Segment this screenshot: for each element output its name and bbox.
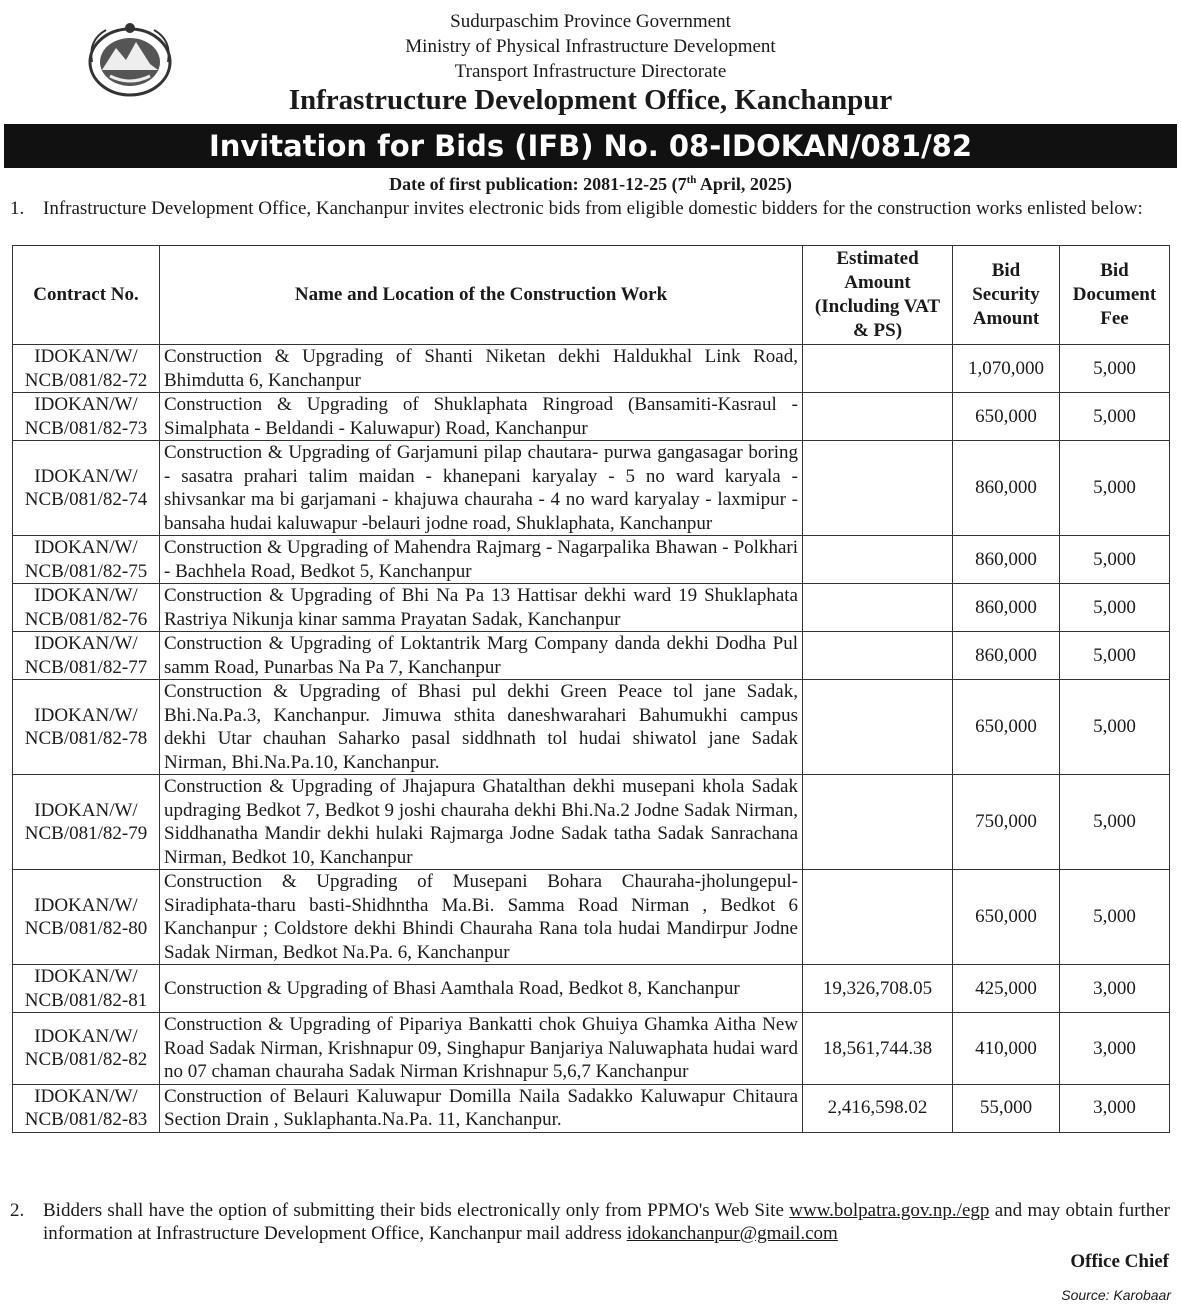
contract-no-part1: IDOKAN/W/ — [34, 799, 138, 821]
estimated-amount-cell — [803, 584, 953, 632]
bid-security-cell: 55,000 — [953, 1084, 1060, 1132]
contract-no-cell — [13, 345, 160, 393]
table-row — [13, 632, 1170, 680]
estimated-amount-cell — [803, 870, 953, 965]
document-fee-cell: 5,000 — [1060, 775, 1170, 870]
table-row — [13, 584, 1170, 632]
bid-security-cell: 650,000 — [953, 680, 1060, 775]
contract-no-part2: NCB/081/82-81 — [24, 989, 148, 1011]
contract-no-part2: NCB/081/82-72 — [24, 369, 148, 391]
work-name-cell: Construction & Upgrading of Bhasi Aamthala Road, Bedkot 8, Kanchanpur — [160, 965, 803, 1013]
contract-no-cell — [13, 632, 160, 680]
estimated-amount-cell: 2,416,598.02 — [803, 1084, 953, 1132]
contract-no-cell — [13, 680, 160, 775]
document-fee-cell: 3,000 — [1060, 965, 1170, 1013]
bid-security-cell: 1,070,000 — [953, 345, 1060, 393]
paragraph-number: 1. — [10, 198, 25, 219]
bids-table — [12, 245, 1170, 1133]
estimated-amount-cell — [803, 536, 953, 584]
signature-office-chief: Office Chief — [1070, 1251, 1169, 1272]
contract-no-cell — [13, 870, 160, 965]
ifb-title-banner: Invitation for Bids (IFB) No. 08-IDOKAN/081/82 — [4, 124, 1177, 168]
estimated-amount-cell — [803, 345, 953, 393]
estimated-amount-cell: 18,561,744.38 — [803, 1013, 953, 1085]
bid-security-cell: 650,000 — [953, 870, 1060, 965]
submission-text-pre: Bidders shall have the option of submitting their bids electronically only from PPMO's Web Site — [43, 1200, 790, 1221]
document-fee-cell: 5,000 — [1060, 536, 1170, 584]
work-name-cell: Construction & Upgrading of Loktantrik Marg Company danda dekhi Dodha Pul samm Road, Punarbas Na Pa 7, Kanchanpur — [160, 632, 803, 680]
document-fee-cell: 5,000 — [1060, 632, 1170, 680]
contract-no-part1: IDOKAN/W/ — [34, 1025, 138, 1047]
estimated-amount-cell — [803, 441, 953, 536]
bid-security-cell: 750,000 — [953, 775, 1060, 870]
bid-security-cell: 860,000 — [953, 584, 1060, 632]
contract-no-part2: NCB/081/82-74 — [24, 489, 148, 510]
document-fee-cell: 3,000 — [1060, 1084, 1170, 1132]
work-name-cell: Construction & Upgrading of Musepani Bohara Chauraha-jholungepul-Siradiphata-tharu basti-Shidhntha Ma.Bi. Samma Road Nirman , Bedkot 6 Kanchanpur ; Coldstore dekhi Bhindi Chauraha Rana tola hudai Mandirpur Jodne Sadak Nirman, Bedkot Na.Pa. 6, Kanchanpur — [160, 870, 803, 965]
contract-no-part1: IDOKAN/W/ — [34, 537, 138, 558]
work-name-cell: Construction & Upgrading of Bhi Na Pa 13 Hattisar dekhi ward 19 Shuklaphata Rastriya Nikunja kinar samma Prayatan Sadak, Kanchanpur — [160, 584, 803, 632]
contract-no-part2: NCB/081/82-82 — [24, 1049, 148, 1071]
header-contract-no: Contract No. — [13, 246, 160, 345]
office-name: Infrastructure Development Office, Kanchanpur — [288, 84, 893, 116]
work-name-cell: Construction & Upgrading of Garjamuni pilap chautara- purwa gangasagar boring - sasatra prahari talim maidan - khanepani karyalay - 5 no ward karyala - shivsankar ma bi garjamani - khajuwa chauraha - 4 no ward karyalay - laxmipur - bansaha hudai kaluwapur -belauri jodne road, Shuklaphata, Kanchanpur — [160, 441, 803, 536]
work-name-cell: Construction of Belauri Kaluwapur Domilla Naila Sadakko Kaluwapur Chitaura Section Drain , Suklaphanta.Na.Pa. 11, Kanchanpur. — [160, 1084, 803, 1132]
ministry-name: Ministry of Physical Infrastructure Development — [405, 36, 776, 57]
work-name-cell: Construction & Upgrading of Jhajapura Ghatalthan dekhi musepani khola Sadak updraging Bedkot 7, Bedkot 9 joshi chauraha dekhi Bhi.Na.2 Jodne Sadak Nirman, Siddhanatha Mandir dekhi hulaki Rajmarga Jodne Sadak tatha Sadak Sanrachana Nirman, Bedkot 10, Kanchanpur — [160, 775, 803, 870]
paragraph-number: 2. — [10, 1200, 25, 1221]
contract-no-cell — [13, 441, 160, 536]
publication-date-tail: April, 2025) — [696, 174, 792, 194]
intro-text: Infrastructure Development Office, Kanchanpur invites electronic bids from eligible domestic bidders for the construction works enlisted below: — [43, 198, 1143, 219]
document-fee-cell: 5,000 — [1060, 393, 1170, 441]
contract-no-part2: NCB/081/82-78 — [24, 728, 148, 749]
contract-no-part2: NCB/081/82-73 — [24, 417, 148, 439]
contract-no-cell — [13, 775, 160, 870]
bid-security-cell: 425,000 — [953, 965, 1060, 1013]
document-fee-cell: 5,000 — [1060, 584, 1170, 632]
submission-text — [43, 1199, 1170, 1245]
table-row — [13, 393, 1170, 441]
contract-no-cell — [13, 536, 160, 584]
document-fee-cell: 3,000 — [1060, 1013, 1170, 1085]
contract-no-cell — [13, 1084, 160, 1132]
table-row — [13, 680, 1170, 775]
contract-no-cell — [13, 584, 160, 632]
source-credit: Source: Karobaar — [1061, 1287, 1171, 1303]
contract-no-part1: IDOKAN/W/ — [34, 394, 138, 415]
publication-date — [0, 174, 1181, 195]
contract-no-part2: NCB/081/82-75 — [24, 560, 148, 582]
contract-no-part1: IDOKAN/W/ — [34, 585, 138, 606]
contract-no-part2: NCB/081/82-76 — [24, 608, 148, 630]
contract-no-part2: NCB/081/82-77 — [24, 656, 148, 678]
contract-no-part1: IDOKAN/W/ — [34, 704, 138, 726]
header-document-fee: Bid Document Fee — [1060, 246, 1170, 345]
intro-paragraph — [10, 197, 1170, 220]
contract-no-part1: IDOKAN/W/ — [34, 1085, 138, 1107]
work-name-cell: Construction & Upgrading of Shuklaphata Ringroad (Bansamiti-Kasraul - Simalphata - Beldandi - Kaluwapur) Road, Kanchanpur — [160, 393, 803, 441]
office-email-link[interactable]: idokanchanpur@gmail.com — [626, 1223, 838, 1244]
bid-security-cell: 860,000 — [953, 536, 1060, 584]
contract-no-part1: IDOKAN/W/ — [34, 633, 138, 654]
document-fee-cell: 5,000 — [1060, 870, 1170, 965]
bid-security-cell: 860,000 — [953, 632, 1060, 680]
work-name-cell: Construction & Upgrading of Bhasi pul dekhi Green Peace tol jane Sadak, Bhi.Na.Pa.3, Kanchanpur. Jimuwa sthita daneshwarahari Bahumukhi campus dekhi Utar chauhan Saharko pasal siddhnath tol hudai shiwatol jane Sadak Nirman, Bhi.Na.Pa.10, Kanchanpur. — [160, 680, 803, 775]
publication-date-label: Date of first publication: 2081-12-25 (7 — [389, 174, 687, 194]
estimated-amount-cell — [803, 775, 953, 870]
submission-text-mid: and may obtain further information at Infrastructure Development Office, Kanchanpur mail address — [43, 1200, 1170, 1244]
table-row — [13, 536, 1170, 584]
submission-paragraph — [10, 1199, 1170, 1245]
document-fee-cell: 5,000 — [1060, 441, 1170, 536]
work-name-cell: Construction & Upgrading of Mahendra Rajmarg - Nagarpalika Bhawan - Polkhari - Bachhela Road, Bedkot 5, Kanchanpur — [160, 536, 803, 584]
contract-no-part1: IDOKAN/W/ — [34, 966, 138, 987]
estimated-amount-cell: 19,326,708.05 — [803, 965, 953, 1013]
contract-no-cell — [13, 1013, 160, 1085]
bid-security-cell: 650,000 — [953, 393, 1060, 441]
estimated-amount-cell — [803, 680, 953, 775]
contract-no-cell — [13, 393, 160, 441]
table-row — [13, 775, 1170, 870]
document-fee-cell: 5,000 — [1060, 680, 1170, 775]
ppmo-website-link[interactable]: www.bolpatra.gov.np./egp — [789, 1200, 990, 1221]
header-estimated-amount: Estimated Amount (Including VAT & PS) — [803, 246, 953, 345]
table-row — [13, 345, 1170, 393]
contract-no-part2: NCB/081/82-80 — [24, 918, 148, 939]
contract-no-cell — [13, 965, 160, 1013]
table-row — [13, 1013, 1170, 1085]
work-name-cell: Construction & Upgrading of Shanti Niketan dekhi Haldukhal Link Road, Bhimdutta 6, Kanchanpur — [160, 345, 803, 393]
bid-security-cell: 410,000 — [953, 1013, 1060, 1085]
contract-no-part2: NCB/081/82-83 — [24, 1109, 148, 1130]
table-row — [13, 441, 1170, 536]
document-fee-cell: 5,000 — [1060, 345, 1170, 393]
header-work-name: Name and Location of the Construction Work — [160, 246, 803, 345]
notice-header — [0, 0, 1181, 120]
contract-no-part1: IDOKAN/W/ — [34, 465, 138, 487]
contract-no-part2: NCB/081/82-79 — [24, 823, 148, 844]
header-bid-security: Bid Security Amount — [953, 246, 1060, 345]
contract-no-part1: IDOKAN/W/ — [34, 894, 138, 916]
table-header-row — [13, 246, 1170, 345]
contract-no-part1: IDOKAN/W/ — [34, 346, 138, 367]
table-row — [13, 870, 1170, 965]
directorate-name: Transport Infrastructure Directorate — [454, 61, 727, 82]
work-name-cell: Construction & Upgrading of Pipariya Bankatti chok Ghuiya Ghamka Aitha New Road Sadak Nirman, Krishnapur 09, Singhapur Banjariya Naluwaphata hudai ward no 07 chaman chauraha Sadak Nirman Krishnapur 5,6,7 Kanchanpur — [160, 1013, 803, 1085]
table-row — [13, 965, 1170, 1013]
bid-security-cell: 860,000 — [953, 441, 1060, 536]
province-name: Sudurpaschim Province Government — [450, 11, 731, 32]
table-row — [13, 1084, 1170, 1132]
estimated-amount-cell — [803, 632, 953, 680]
publication-date-sup: th — [686, 174, 697, 186]
estimated-amount-cell — [803, 393, 953, 441]
